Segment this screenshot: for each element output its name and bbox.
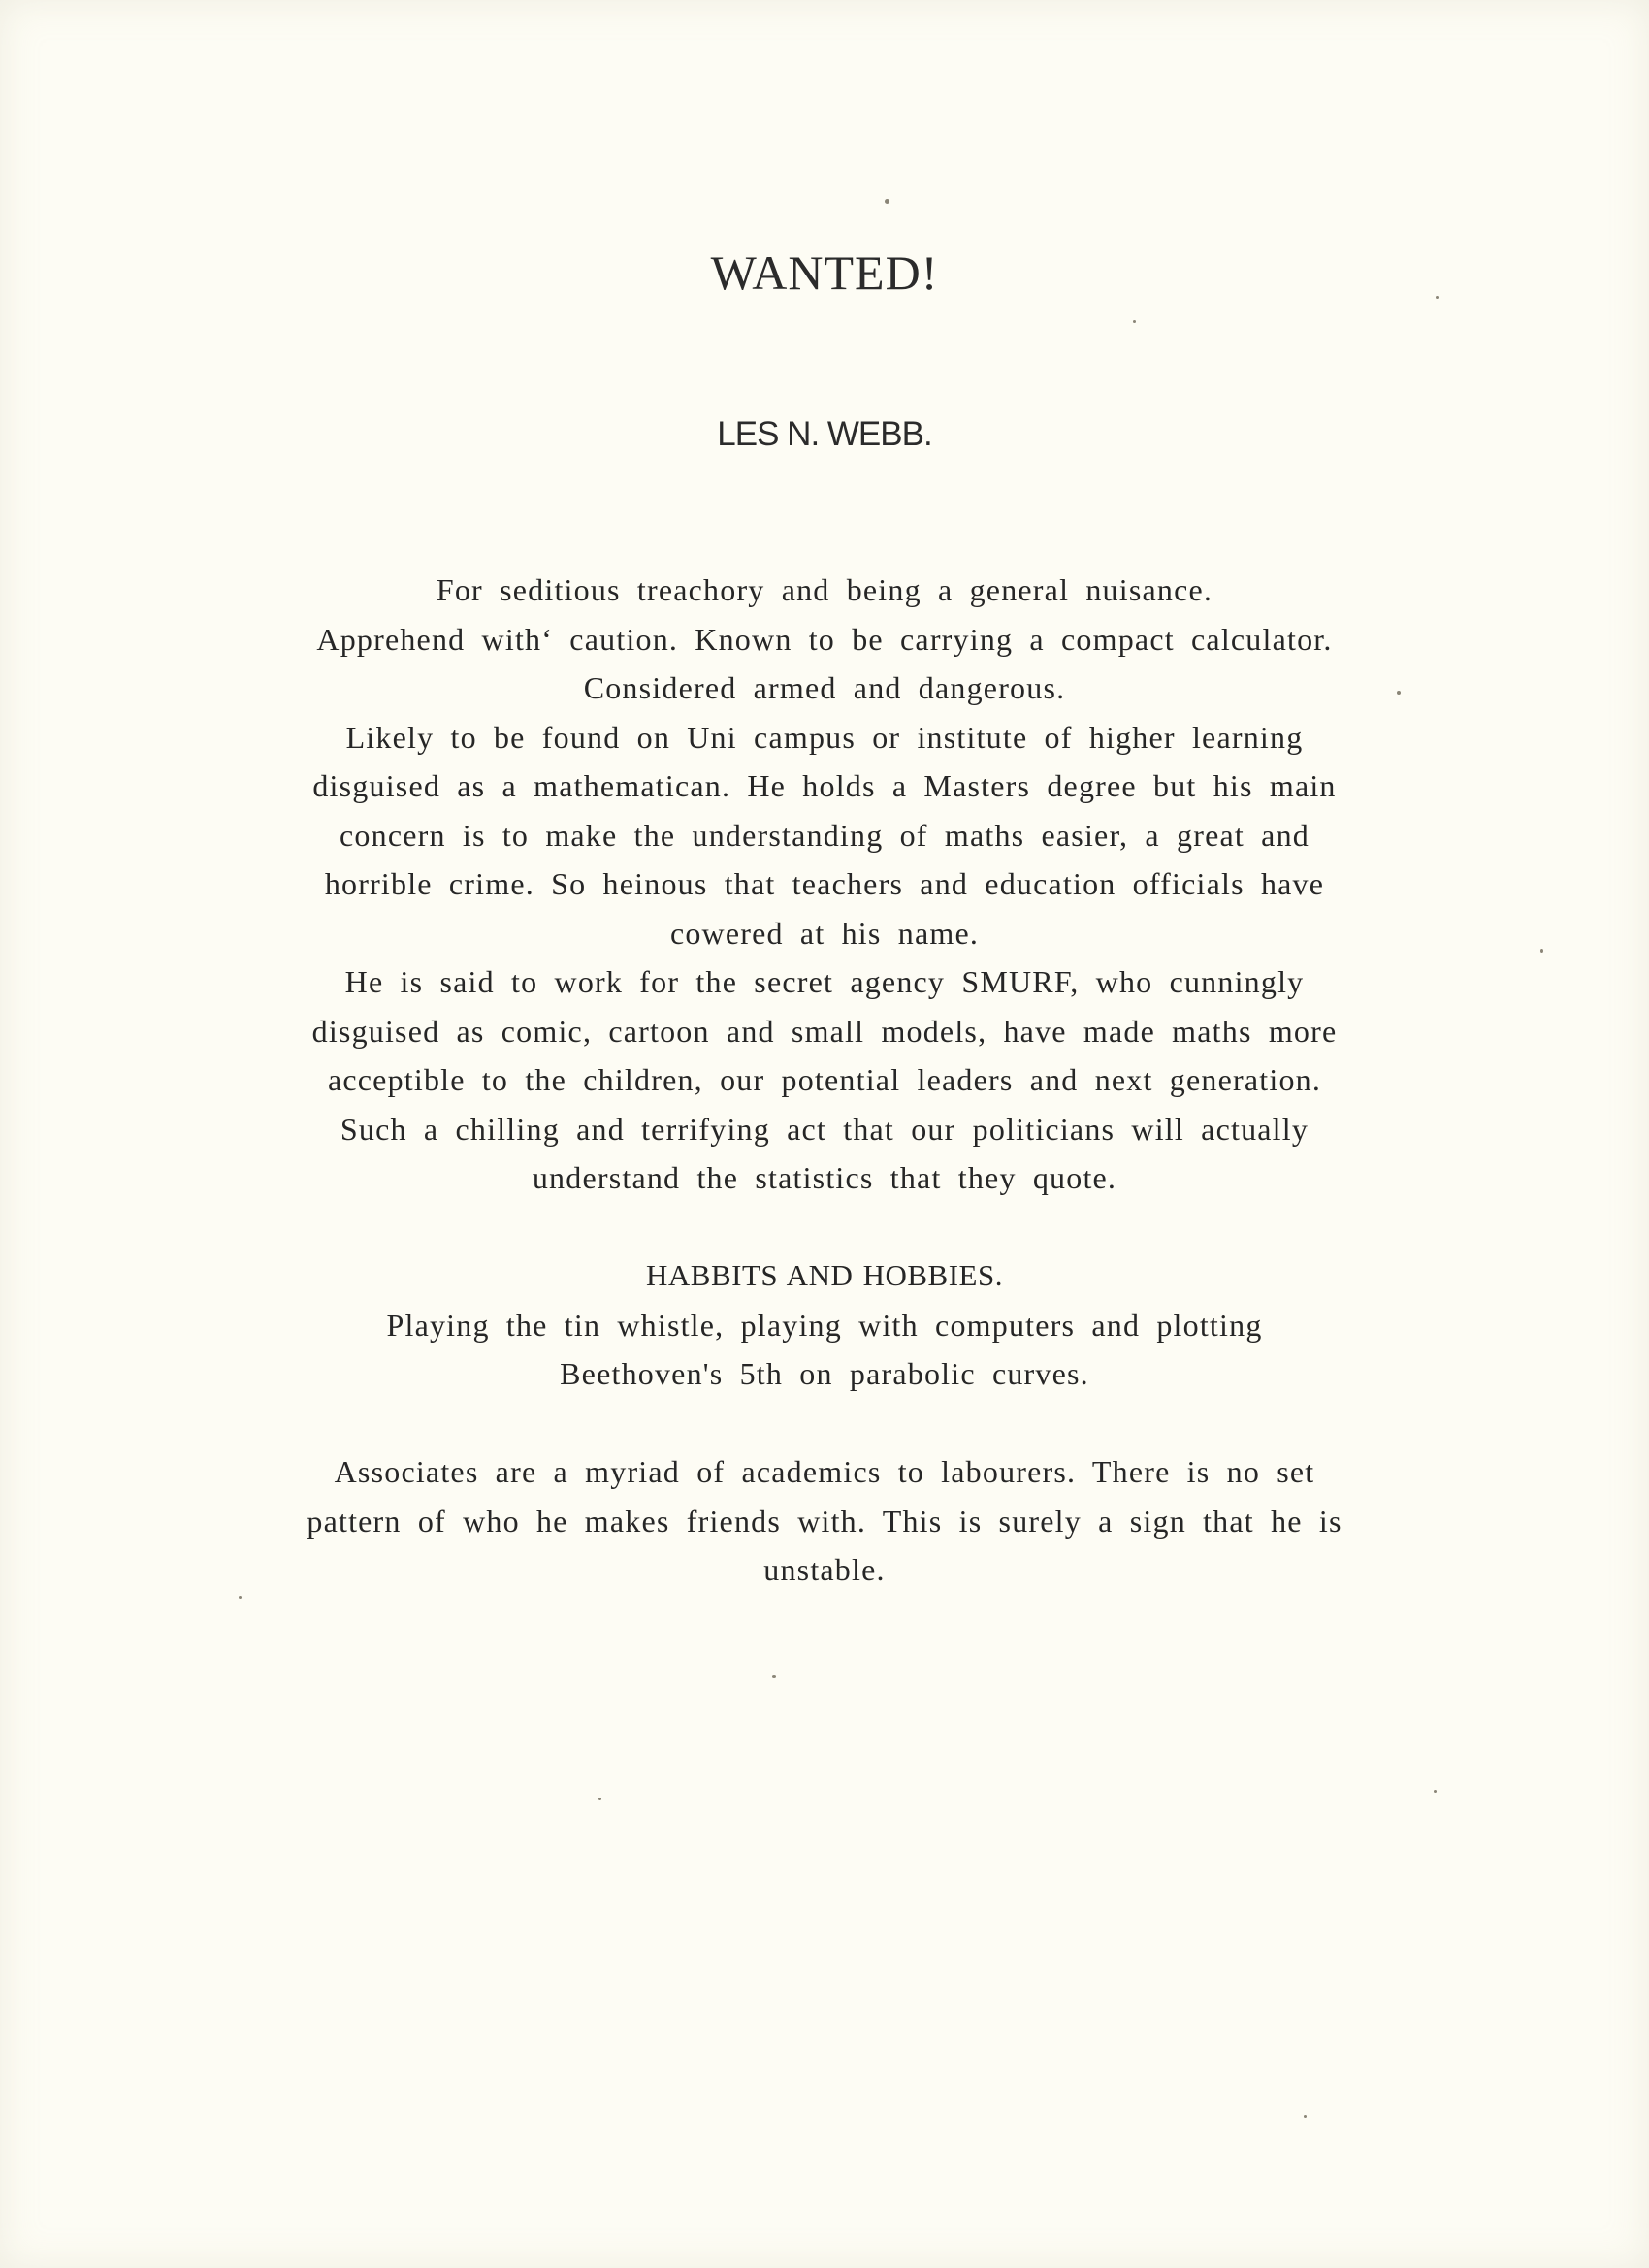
body-line: He is said to work for the secret agency SMURF, who cunningly xyxy=(344,964,1305,999)
paper-speck xyxy=(1434,1790,1437,1793)
paper-speck xyxy=(1133,320,1136,323)
paper-speck xyxy=(1397,691,1401,695)
body-line: Apprehend withʻ caution. Known to be carrying a compact calculator. xyxy=(316,621,1333,657)
body-line: concern is to make the understanding of maths easier, a great and xyxy=(340,817,1310,853)
paper-speck xyxy=(239,1596,242,1599)
body-line: acceptible to the children, our potential leaders and next generation. xyxy=(327,1062,1322,1097)
paper-speck xyxy=(1540,949,1543,953)
body-line: horrible crime. So heinous that teachers and education officials have xyxy=(324,866,1325,901)
paper-speck xyxy=(885,199,889,204)
associates-paragraph xyxy=(184,1447,1465,1595)
associates-line: Associates are a myriad of academics to labourers. There is no set xyxy=(334,1454,1315,1489)
charges-paragraph xyxy=(184,566,1465,1203)
body-line: disguised as comic, cartoon and small models, have made maths more xyxy=(311,1013,1338,1049)
associates-line: unstable. xyxy=(763,1552,886,1587)
poster-title: WANTED! xyxy=(710,245,939,300)
body-line: understand the statistics that they quote. xyxy=(532,1160,1117,1195)
habbits-line: Beethoven's 5th on parabolic curves. xyxy=(560,1356,1089,1391)
paper-speck xyxy=(1304,2115,1307,2118)
wanted-person-name: LES N. WEBB. xyxy=(717,415,932,453)
body-line: disguised as a mathematican. He holds a Masters degree but his main xyxy=(312,768,1337,803)
habbits-heading: HABBITS AND HOBBIES. xyxy=(646,1258,1003,1292)
body-line: Considered armed and dangerous. xyxy=(583,670,1066,705)
habbits-line: Playing the tin whistle, playing with computers and plotting xyxy=(386,1307,1263,1343)
body-line: Likely to be found on Uni campus or institute of higher learning xyxy=(345,719,1304,755)
body-line: cowered at his name. xyxy=(669,915,980,951)
associates-line: pattern of who he makes friends with. This is surely a sign that he is xyxy=(307,1503,1342,1539)
paper-speck xyxy=(598,1798,601,1800)
paper-speck xyxy=(772,1675,776,1678)
body-line: For seditious treachory and being a general nuisance. xyxy=(436,572,1213,607)
body-line: Such a chilling and terrifying act that our politicians will actually xyxy=(340,1111,1310,1147)
habbits-section xyxy=(184,1251,1465,1399)
paper-speck xyxy=(1436,296,1439,299)
